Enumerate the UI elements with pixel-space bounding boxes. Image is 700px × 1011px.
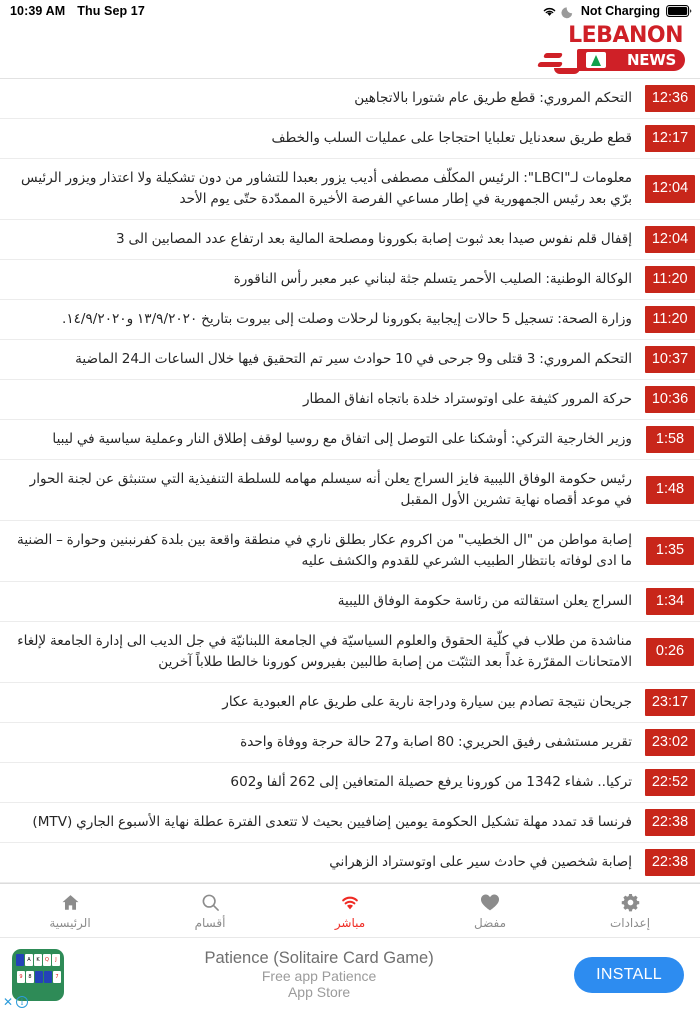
- news-item-time-cell: [640, 763, 700, 802]
- news-item-time-badge: 22:38: [645, 849, 695, 877]
- ad-controls: [3, 996, 28, 1008]
- wifi-icon: [542, 5, 557, 17]
- tab-label: أقسام: [194, 915, 226, 930]
- news-item-time-badge: 22:38: [645, 809, 695, 837]
- news-item-headline: مناشدة من طلاب في كلّية الحقوق والعلوم السياسيّة في الجامعة اللبنانيّة في جل الديب الى إدارة الجامعة لإلغاء الامتحانات المقرّرة غداً بعد التثبّت من إصابة طالبين بفيروس كورونا خالطا طلاباً آخرين: [17, 633, 632, 670]
- news-list-item[interactable]: [0, 622, 700, 683]
- news-item-time-cell: [640, 260, 700, 299]
- ad-title: Patience (Solitaire Card Game): [204, 949, 434, 967]
- news-item-time-cell: [640, 119, 700, 158]
- solitaire-cards-top: [16, 954, 60, 966]
- tab-heart[interactable]: [420, 884, 560, 938]
- news-item-time-badge: 23:17: [645, 689, 695, 717]
- ad-text-block: [64, 949, 574, 1000]
- news-item-time-cell: [640, 340, 700, 379]
- news-item-headline: التحكم المروري: 3 قتلى و9 جرحى في 10 حوادث سير تم التحقيق فيها خلال الساعات الـ24 الماضية: [75, 351, 632, 367]
- news-item-headline: وزارة الصحة: تسجيل 5 حالات إيجابية بكورونا لرحلات وصلت إلى بيروت بتاريخ ١٣/٩/٢٠٢٠ و١٤/٩/٢٠٢٠.: [62, 311, 632, 327]
- news-item-time-cell: [640, 420, 700, 459]
- status-bar-time: 10:39 AM: [10, 4, 66, 18]
- news-list-item[interactable]: [0, 763, 700, 803]
- mini-card: [44, 971, 52, 983]
- news-item-headline: معلومات لـ"LBCI": الرئيس المكلّف مصطفى أديب يزور بعبدا للتشاور من دون تشكيلة ولا اعتذار ويزور الرئيس برّي بعد رئيس الجمهورية في إطار مساعي الفرصة الأخيرة الممدّدة حتّى يوم الأحد: [20, 170, 632, 207]
- bottom-tab-bar: [0, 883, 700, 937]
- news-item-headline: رئيس حكومة الوفاق الليبية فايز السراج يعلن أنه سيسلم مهامه للسلطة التنفيذية التي ستنبثق عن لجنة الحوار في موعد أقصاه نهاية تشرين الأول المقبل: [29, 471, 632, 508]
- news-list-item[interactable]: [0, 843, 700, 883]
- news-item-time-badge: 12:36: [645, 85, 695, 113]
- mini-card: [16, 954, 24, 966]
- mini-card: 8: [26, 971, 34, 983]
- news-item-time-badge: 11:20: [645, 266, 694, 294]
- news-item-time-cell: [640, 683, 700, 722]
- news-list-item[interactable]: [0, 300, 700, 340]
- news-list-item[interactable]: [0, 521, 700, 582]
- news-item-time-cell: [640, 159, 700, 219]
- news-item-time-cell: [640, 843, 700, 882]
- ad-app-icon: [12, 949, 64, 1001]
- news-item-time-badge: 22:52: [645, 769, 695, 797]
- tab-search[interactable]: [140, 884, 280, 938]
- news-item-time-badge: 1:48: [646, 476, 694, 504]
- status-bar-date: Thu Sep 17: [77, 4, 145, 18]
- news-item-time-cell: [640, 622, 700, 682]
- news-item-time-cell: [640, 723, 700, 762]
- news-item-time-cell: [640, 300, 700, 339]
- news-list-item[interactable]: [0, 803, 700, 843]
- tab-gear[interactable]: [560, 884, 700, 938]
- news-list-item[interactable]: [0, 582, 700, 622]
- heart-icon: [480, 892, 500, 913]
- news-list-item[interactable]: [0, 220, 700, 260]
- news-list-item[interactable]: [0, 380, 700, 420]
- news-item-time-cell: [640, 79, 700, 118]
- logo-swoosh-3: [554, 68, 580, 74]
- news-item-headline: جريحان نتيجة تصادم بين سيارة ودراجة نارية على طريق عام العبودية عكار: [222, 694, 632, 710]
- news-item-time-cell: [640, 380, 700, 419]
- logo-news-text: NEWS: [627, 51, 676, 69]
- lebanon-flag-icon: [586, 52, 606, 68]
- news-item-time-badge: 10:36: [645, 386, 695, 414]
- ad-store-label: App Store: [287, 984, 351, 1000]
- news-list-item[interactable]: [0, 159, 700, 220]
- live-broadcast-icon: [340, 892, 360, 913]
- news-item-headline: إصابة شخصين في حادث سير على اوتوستراد الزهراني: [329, 854, 632, 870]
- mini-card: Q: [43, 954, 51, 966]
- logo-wordmark: LEBANON: [568, 23, 683, 48]
- news-item-headline: حركة المرور كثيفة على اوتوستراد خلدة باتجاه انفاق المطار: [302, 391, 632, 407]
- news-item-time-badge: 0:26: [646, 638, 694, 666]
- news-item-time-badge: 12:04: [645, 226, 695, 254]
- news-item-headline: إصابة مواطن من "ال الخطيب" من اكروم عكار بطلق ناري في منطقة واقعة بين بلدة كفرنبنين وحوارة – الضنية ما ادى لوفاته بانتظار الطبيب الشرعي للقدوم والكشف عليه: [17, 532, 632, 569]
- news-list-item[interactable]: [0, 683, 700, 723]
- cedar-tree-icon: [591, 55, 601, 66]
- news-list-item[interactable]: [0, 723, 700, 763]
- news-item-time-badge: 23:02: [645, 729, 695, 757]
- ios-status-bar: [0, 0, 700, 22]
- gear-icon: [621, 892, 640, 913]
- news-item-time-cell: [640, 521, 700, 581]
- news-item-time-badge: 1:35: [646, 537, 694, 565]
- news-item-headline: الوكالة الوطنية: الصليب الأحمر يتسلم جثة لبناني عبر معبر رأس الناقورة: [233, 271, 632, 287]
- crescent-moon-icon: [563, 5, 575, 17]
- solitaire-cards-bottom: [17, 971, 61, 983]
- ad-install-button[interactable]: INSTALL: [574, 957, 684, 993]
- news-item-headline: تقرير مستشفى رفيق الحريري: 80 اصابة و27 حالة حرجة ووفاة واحدة: [240, 734, 632, 750]
- news-list-item[interactable]: [0, 260, 700, 300]
- news-item-headline: السراج يعلن استقالته من رئاسة حكومة الوفاق الليبية: [337, 593, 632, 609]
- news-list-item[interactable]: [0, 460, 700, 521]
- news-list-item[interactable]: [0, 79, 700, 119]
- tab-label: مفضل: [474, 915, 506, 930]
- ad-banner[interactable]: [0, 937, 700, 1011]
- news-list-item[interactable]: [0, 420, 700, 460]
- tab-home[interactable]: [0, 884, 140, 938]
- news-item-headline: فرنسا قد تمدد مهلة تشكيل الحكومة يومين إضافيين بحيث لا تتعدى الفترة عطلة نهاية الأسبوع الجاري (MTV): [32, 814, 632, 830]
- tab-label: إعدادات: [609, 915, 651, 930]
- news-item-time-badge: 1:58: [646, 426, 694, 454]
- news-item-headline: وزير الخارجية التركي: أوشكنا على التوصل إلى اتفاق مع روسيا لوقف إطلاق النار وعملية سياسية في ليبيا: [52, 431, 632, 447]
- logo-swoosh-1: [543, 53, 563, 58]
- ad-close-icon[interactable]: ✕: [3, 995, 14, 1009]
- mini-card: J: [52, 954, 60, 966]
- live-news-list[interactable]: [0, 79, 700, 883]
- battery-status-label: Not Charging: [580, 4, 660, 18]
- app-header: [0, 22, 700, 79]
- battery-icon: [666, 5, 692, 17]
- home-icon: [61, 892, 80, 913]
- ad-info-icon[interactable]: i: [16, 996, 28, 1008]
- news-item-time-badge: 1:34: [646, 588, 694, 616]
- tab-label: الرئيسية: [49, 915, 91, 930]
- news-item-time-cell: [640, 803, 700, 842]
- news-item-time-badge: 11:20: [645, 306, 694, 334]
- lebanon-news-logo: [538, 24, 688, 76]
- mini-card: 9: [17, 971, 25, 983]
- news-item-time-cell: [640, 220, 700, 259]
- news-list-item[interactable]: [0, 119, 700, 159]
- news-item-headline: قطع طريق سعدنايل تعلبايا احتجاجا على عمليات السلب والخطف: [271, 130, 632, 146]
- news-list-item[interactable]: [0, 340, 700, 380]
- mini-card: [35, 971, 43, 983]
- tab-live-broadcast[interactable]: [280, 884, 420, 938]
- news-item-time-cell: [640, 582, 700, 621]
- news-item-time-badge: 12:04: [645, 175, 695, 203]
- news-item-time-cell: [640, 460, 700, 520]
- mini-card: 7: [53, 971, 61, 983]
- status-bar-right: [542, 4, 692, 18]
- news-item-headline: التحكم المروري: قطع طريق عام شتورا بالاتجاهين: [354, 90, 632, 106]
- mini-card: K: [34, 954, 42, 966]
- news-item-time-badge: 12:17: [645, 125, 695, 153]
- ad-subtitle: Free app Patience: [261, 968, 377, 984]
- news-item-headline: تركيا.. شفاء 1342 من كورونا يرفع حصيلة المتعافين إلى 262 ألفا و602: [230, 774, 632, 790]
- tab-label: مباشر: [334, 915, 366, 930]
- news-item-headline: إقفال قلم نفوس صيدا بعد ثبوت إصابة بكورونا ومصلحة المالية بعد ارتفاع عدد المصابين الى 3: [116, 231, 632, 247]
- news-item-time-badge: 10:37: [645, 346, 695, 374]
- search-icon: [201, 892, 220, 913]
- logo-swoosh-2: [537, 62, 563, 67]
- status-bar-left: [10, 4, 145, 18]
- mini-card: A: [25, 954, 33, 966]
